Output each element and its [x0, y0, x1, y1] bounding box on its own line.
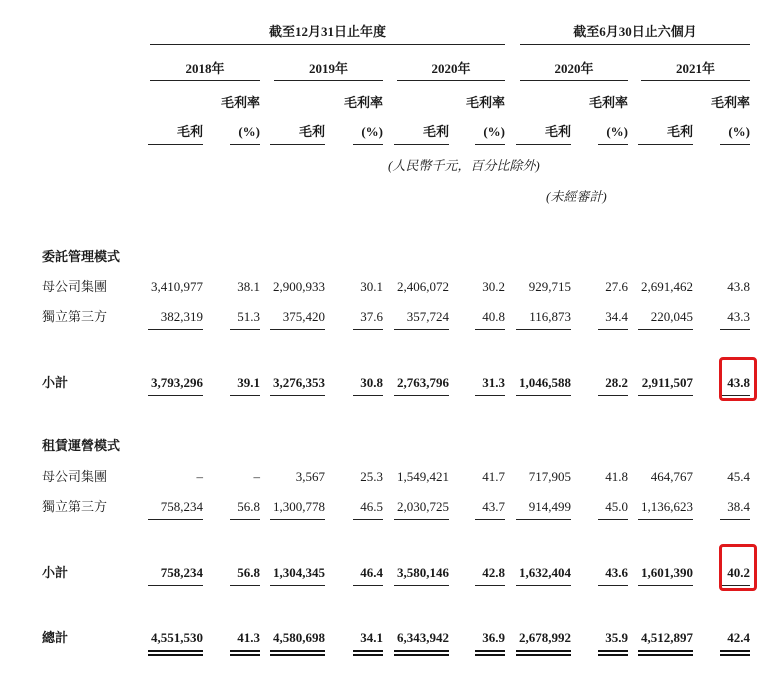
column-header-rule	[516, 144, 571, 145]
subtotal-row-cell: 3,580,146	[397, 565, 449, 580]
subtotal-row-cell: 31.3	[482, 375, 505, 390]
total-row-cell: 36.9	[482, 630, 505, 645]
data-row-cell: 220,045	[650, 309, 693, 324]
group-header-june-rule	[520, 44, 750, 45]
data-row-rule	[353, 519, 383, 520]
subtotal-label: 小計	[42, 565, 69, 580]
data-row-cell: 37.6	[360, 309, 383, 324]
total-row-cell: 41.3	[237, 630, 260, 645]
subtotal-row-cell: 40.2	[727, 565, 750, 580]
data-row-rule	[394, 519, 449, 520]
subtotal-row-rule	[148, 585, 203, 586]
column-header-rule	[720, 144, 750, 145]
total-row-double-rule	[270, 650, 325, 656]
year-header-rule	[641, 80, 750, 81]
total-row-cell: 35.9	[605, 630, 628, 645]
data-row-rule	[230, 519, 260, 520]
total-row-double-rule	[720, 650, 750, 656]
subtotal-row-rule	[638, 585, 693, 586]
total-row-double-rule	[353, 650, 383, 656]
column-header-rule	[270, 144, 325, 145]
data-row-cell: 464,767	[650, 469, 693, 484]
total-row-cell: 4,512,897	[641, 630, 693, 645]
section-title: 租賃運營模式	[42, 438, 121, 453]
gross-profit-header: 毛利	[666, 124, 693, 139]
data-row-cell: 27.6	[605, 279, 628, 294]
data-row-cell: 929,715	[528, 279, 571, 294]
data-row-cell: 3,567	[295, 469, 325, 484]
data-row-cell: 382,319	[160, 309, 203, 324]
column-header-rule	[353, 144, 383, 145]
gross-margin-header: 毛利率	[220, 95, 260, 110]
unaudited-note: (未經審計)	[546, 189, 607, 204]
subtotal-label: 小計	[42, 375, 69, 390]
subtotal-row-cell: 46.4	[360, 565, 383, 580]
data-row-cell: 914,499	[528, 499, 571, 514]
total-row-cell: 42.4	[727, 630, 750, 645]
subtotal-row-cell: 3,793,296	[151, 375, 203, 390]
unit-note: (人民幣千元，百分比除外)	[388, 158, 540, 173]
data-row-cell: 1,136,623	[641, 499, 693, 514]
total-row-cell: 34.1	[360, 630, 383, 645]
year-header-rule	[274, 80, 383, 81]
year-header-rule	[520, 80, 628, 81]
subtotal-row-cell: 43.8	[727, 375, 750, 390]
row-label: 獨立第三方	[42, 499, 108, 514]
column-header-rule	[638, 144, 693, 145]
data-row-rule	[638, 329, 693, 330]
subtotal-row-cell: 2,911,507	[641, 375, 693, 390]
percent-unit-header: (%)	[606, 124, 628, 139]
percent-unit-header: (%)	[728, 124, 750, 139]
total-row-cell: 4,551,530	[151, 630, 203, 645]
data-row-cell: 30.1	[360, 279, 383, 294]
subtotal-row-cell: 3,276,353	[273, 375, 325, 390]
subtotal-row-rule	[598, 395, 628, 396]
subtotal-row-rule	[475, 395, 505, 396]
data-row-cell: 2,030,725	[397, 499, 449, 514]
data-row-rule	[516, 519, 571, 520]
data-row-cell: 34.4	[605, 309, 628, 324]
data-row-rule	[638, 519, 693, 520]
data-row-cell: 2,406,072	[397, 279, 449, 294]
percent-unit-header: (%)	[361, 124, 383, 139]
row-label: 母公司集團	[42, 469, 108, 484]
total-row-cell: 6,343,942	[397, 630, 449, 645]
percent-unit-header: (%)	[238, 124, 260, 139]
subtotal-row-cell: 42.8	[482, 565, 505, 580]
subtotal-row-cell: 1,304,345	[273, 565, 325, 580]
year-header-rule	[397, 80, 505, 81]
total-row-cell: 2,678,992	[519, 630, 571, 645]
group-header-december: 截至12月31日止年度	[268, 24, 386, 39]
gross-margin-header: 毛利率	[343, 95, 383, 110]
highlight-box	[719, 357, 757, 401]
subtotal-row-cell: 39.1	[237, 375, 260, 390]
data-row-cell: 45.4	[727, 469, 750, 484]
data-row-cell: 2,900,933	[273, 279, 325, 294]
subtotal-row-rule	[475, 585, 505, 586]
column-header-rule	[394, 144, 449, 145]
data-row-cell: 25.3	[360, 469, 383, 484]
data-row-cell: –	[253, 469, 260, 484]
subtotal-row-rule	[394, 585, 449, 586]
subtotal-row-cell: 28.2	[605, 375, 628, 390]
column-header-rule	[230, 144, 260, 145]
column-header-rule	[475, 144, 505, 145]
data-row-cell: 38.1	[237, 279, 260, 294]
data-row-cell: 41.7	[482, 469, 505, 484]
year-header-rule	[150, 80, 260, 81]
data-row-cell: 43.8	[727, 279, 750, 294]
subtotal-row-rule	[230, 585, 260, 586]
total-row-double-rule	[394, 650, 449, 656]
percent-unit-header: (%)	[483, 124, 505, 139]
gross-margin-header: 毛利率	[588, 95, 628, 110]
gross-profit-header: 毛利	[544, 124, 571, 139]
data-row-rule	[148, 329, 203, 330]
data-row-cell: 1,549,421	[397, 469, 449, 484]
data-row-rule	[598, 329, 628, 330]
subtotal-row-rule	[148, 395, 203, 396]
subtotal-row-cell: 1,632,404	[519, 565, 571, 580]
data-row-cell: 43.3	[727, 309, 750, 324]
subtotal-row-rule	[230, 395, 260, 396]
data-row-rule	[270, 329, 325, 330]
data-row-rule	[394, 329, 449, 330]
row-label: 母公司集團	[42, 279, 108, 294]
highlight-box	[719, 544, 757, 591]
column-header-rule	[598, 144, 628, 145]
total-label: 總計	[42, 630, 69, 645]
data-row-cell: –	[196, 469, 203, 484]
subtotal-row-rule	[516, 395, 571, 396]
gross-profit-header: 毛利	[422, 124, 449, 139]
group-header-december-rule	[150, 44, 505, 45]
section-title: 委託管理模式	[42, 249, 121, 264]
total-row-double-rule	[516, 650, 571, 656]
data-row-rule	[720, 519, 750, 520]
gross-margin-header: 毛利率	[465, 95, 505, 110]
subtotal-row-rule	[270, 585, 325, 586]
data-row-rule	[353, 329, 383, 330]
data-row-rule	[270, 519, 325, 520]
year-header: 2020年	[431, 61, 471, 76]
data-row-rule	[516, 329, 571, 330]
subtotal-row-cell: 2,763,796	[397, 375, 449, 390]
subtotal-row-cell: 30.8	[360, 375, 383, 390]
data-row-cell: 116,873	[529, 309, 571, 324]
total-row-cell: 4,580,698	[273, 630, 325, 645]
data-row-cell: 56.8	[237, 499, 260, 514]
data-row-cell: 41.8	[605, 469, 628, 484]
data-row-rule	[475, 329, 505, 330]
year-header: 2018年	[185, 61, 225, 76]
year-header: 2021年	[675, 61, 715, 76]
data-row-cell: 3,410,977	[151, 279, 203, 294]
total-row-double-rule	[230, 650, 260, 656]
data-row-cell: 43.7	[482, 499, 505, 514]
data-row-cell: 357,724	[406, 309, 449, 324]
data-row-cell: 51.3	[237, 309, 260, 324]
total-row-double-rule	[148, 650, 203, 656]
subtotal-row-cell: 56.8	[237, 565, 260, 580]
data-row-cell: 1,300,778	[273, 499, 325, 514]
year-header: 2019年	[308, 61, 348, 76]
data-row-cell: 375,420	[282, 309, 325, 324]
total-row-double-rule	[638, 650, 693, 656]
total-row-double-rule	[475, 650, 505, 656]
data-row-cell: 2,691,462	[641, 279, 693, 294]
data-row-rule	[598, 519, 628, 520]
total-row-double-rule	[598, 650, 628, 656]
data-row-cell: 30.2	[482, 279, 505, 294]
data-row-rule	[475, 519, 505, 520]
column-header-rule	[148, 144, 203, 145]
subtotal-row-cell: 43.6	[605, 565, 628, 580]
subtotal-row-rule	[598, 585, 628, 586]
subtotal-row-rule	[394, 395, 449, 396]
data-row-cell: 46.5	[360, 499, 383, 514]
gross-profit-header: 毛利	[298, 124, 325, 139]
subtotal-row-cell: 1,046,588	[519, 375, 571, 390]
subtotal-row-rule	[353, 585, 383, 586]
subtotal-row-cell: 1,601,390	[641, 565, 693, 580]
subtotal-row-rule	[270, 395, 325, 396]
data-row-cell: 40.8	[482, 309, 505, 324]
group-header-june: 截至6月30日止六個月	[573, 24, 697, 39]
subtotal-row-rule	[638, 395, 693, 396]
data-row-cell: 758,234	[160, 499, 203, 514]
data-row-cell: 45.0	[605, 499, 628, 514]
data-row-rule	[148, 519, 203, 520]
data-row-rule	[230, 329, 260, 330]
row-label: 獨立第三方	[42, 309, 108, 324]
year-header: 2020年	[554, 61, 594, 76]
data-row-cell: 717,905	[528, 469, 571, 484]
data-row-cell: 38.4	[727, 499, 750, 514]
subtotal-row-rule	[353, 395, 383, 396]
data-row-rule	[720, 329, 750, 330]
gross-profit-header: 毛利	[176, 124, 203, 139]
gross-margin-header: 毛利率	[710, 95, 750, 110]
subtotal-row-rule	[516, 585, 571, 586]
subtotal-row-cell: 758,234	[160, 565, 203, 580]
